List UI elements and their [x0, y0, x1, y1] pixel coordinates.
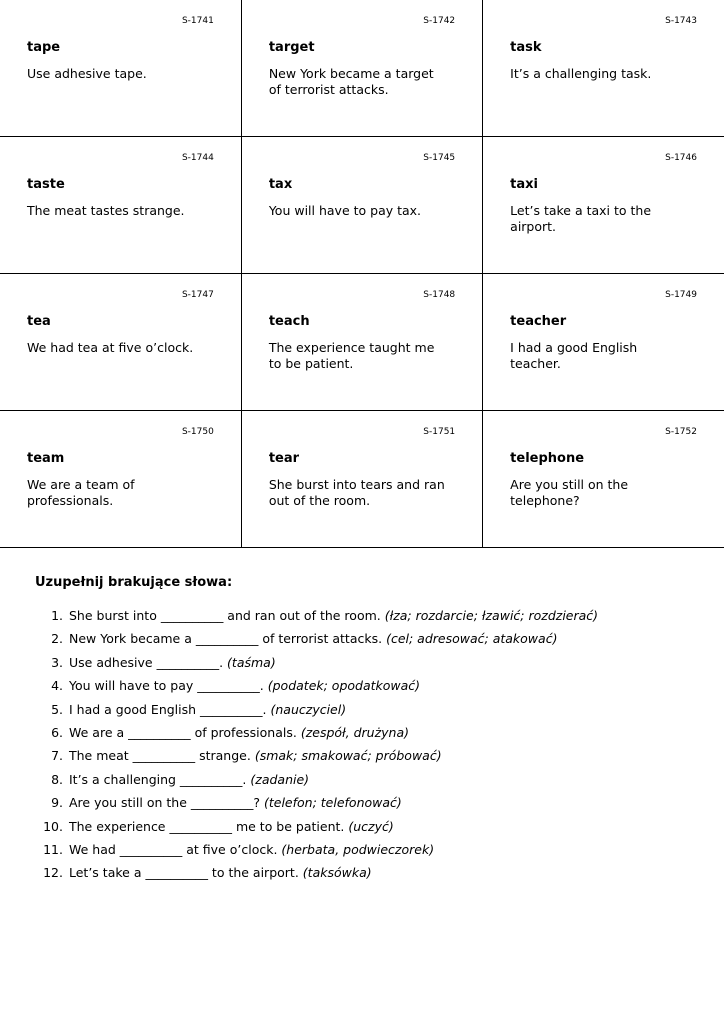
- flashcard: [241, 411, 482, 548]
- card-code: S-1750: [181, 427, 214, 437]
- item-number: 12.: [43, 865, 63, 881]
- card-code: S-1744: [181, 153, 214, 163]
- card-code: S-1743: [665, 16, 697, 26]
- item-text: Let’s take a __________ to the airport.: [69, 865, 299, 881]
- card-sentence: New York became a target of terrorist attacks.: [268, 66, 434, 97]
- item-hint: (smak; smakować; próbować): [254, 748, 442, 764]
- card-row: [0, 137, 724, 274]
- item-hint: (telefon; telefonować): [263, 795, 402, 811]
- item-number: 2.: [51, 631, 63, 647]
- item-text: New York became a __________ of terrorist attacks.: [69, 631, 383, 647]
- card-row: [0, 274, 724, 411]
- exercise-item: [35, 627, 705, 650]
- card-sentence: It’s a challenging task.: [510, 66, 652, 81]
- item-number: 8.: [51, 771, 63, 787]
- item-text: I had a good English __________.: [69, 701, 267, 717]
- flashcard: [0, 274, 241, 411]
- card-sentence: You will have to pay tax.: [268, 203, 422, 218]
- card-sentence: I had a good English teacher.: [510, 340, 638, 371]
- item-hint: (nauczyciel): [270, 701, 347, 717]
- exercise-item: [35, 698, 705, 721]
- exercise-item: [35, 768, 705, 791]
- exercise-item: [35, 721, 705, 744]
- card-sentence: We are a team of professionals.: [27, 477, 135, 508]
- card-word: tear: [268, 451, 300, 466]
- item-text: It’s a challenging __________.: [69, 771, 247, 787]
- card-code: S-1745: [423, 153, 456, 163]
- item-text: Use adhesive __________.: [69, 654, 224, 670]
- exercise-list: [35, 604, 705, 885]
- item-number: 4.: [51, 678, 63, 694]
- card-word: teach: [268, 314, 310, 329]
- item-text: We are a __________ of professionals.: [69, 724, 297, 740]
- item-number: 9.: [51, 795, 63, 811]
- card-code: S-1746: [665, 153, 697, 163]
- card-word: task: [510, 40, 542, 55]
- card-sentence: Let’s take a taxi to the airport.: [510, 203, 652, 234]
- exercise-item: [35, 744, 705, 767]
- card-word: tax: [268, 177, 293, 192]
- card-word: tape: [27, 40, 61, 55]
- item-number: 1.: [51, 608, 63, 623]
- exercise-item: [35, 791, 705, 814]
- item-hint: (łza; rozdarcie; łzawić; rozdzierać): [384, 608, 599, 623]
- card-row: [0, 411, 724, 548]
- flashcard: [483, 274, 724, 411]
- card-word: taste: [27, 177, 65, 192]
- card-code: S-1747: [181, 290, 214, 300]
- card-word: tea: [27, 314, 51, 329]
- card-sentence: We had tea at five o’clock.: [27, 340, 194, 355]
- card-word: taxi: [510, 177, 538, 192]
- item-hint: (podatek; opodatkować): [267, 678, 421, 694]
- item-text: The meat __________ strange.: [69, 748, 251, 764]
- card-code: S-1749: [665, 290, 697, 300]
- item-number: 6.: [51, 724, 63, 740]
- flashcard: [241, 274, 482, 411]
- exercise-section: [35, 575, 705, 885]
- item-hint: (taśma): [227, 654, 276, 670]
- card-word: teacher: [510, 314, 567, 329]
- item-text: She burst into __________ and ran out of the room.: [69, 608, 381, 623]
- item-number: 3.: [51, 654, 63, 670]
- item-hint: (uczyć): [348, 818, 394, 834]
- item-hint: (taksówka): [302, 865, 372, 881]
- exercise-item: [35, 604, 705, 627]
- exercise-item: [35, 674, 705, 697]
- card-code: S-1741: [181, 16, 214, 26]
- card-sentence: Use adhesive tape.: [27, 66, 147, 81]
- card-sentence: She burst into tears and ran out of the room.: [268, 477, 445, 508]
- exercise-item: [35, 861, 705, 884]
- flashcard: [0, 411, 241, 548]
- flashcard: [0, 137, 241, 274]
- card-sentence: The meat tastes strange.: [27, 203, 185, 218]
- card-sentence: The experience taught me to be patient.: [268, 340, 435, 371]
- item-hint: (zespół, drużyna): [300, 724, 410, 740]
- flashcard: [241, 137, 482, 274]
- item-text: We had __________ at five o’clock.: [69, 841, 278, 857]
- card-row: [0, 0, 724, 137]
- item-text: You will have to pay __________.: [69, 678, 264, 694]
- item-text: Are you still on the __________?: [69, 795, 260, 811]
- card-word: target: [268, 40, 315, 55]
- flashcard: [0, 0, 241, 137]
- card-code: S-1742: [423, 16, 456, 26]
- item-number: 11.: [43, 841, 63, 857]
- exercise-item: [35, 815, 705, 838]
- card-sentence: Are you still on the telephone?: [510, 477, 629, 508]
- card-word: team: [27, 451, 65, 466]
- item-hint: (zadanie): [250, 771, 310, 787]
- exercise-item: [35, 651, 705, 674]
- item-hint: (cel; adresować; atakować): [386, 631, 558, 647]
- item-number: 5.: [51, 701, 63, 717]
- exercise-title: Uzupełnij brakujące słowa:: [35, 575, 233, 590]
- card-code: S-1748: [423, 290, 456, 300]
- item-number: 10.: [43, 818, 63, 834]
- flashcard: [483, 0, 724, 137]
- item-number: 7.: [51, 748, 63, 764]
- card-word: telephone: [510, 451, 585, 466]
- flashcard: [483, 411, 724, 548]
- item-hint: (herbata, podwieczorek): [281, 841, 435, 857]
- exercise-item: [35, 838, 705, 861]
- flashcard: [483, 137, 724, 274]
- card-code: S-1751: [423, 427, 456, 437]
- card-code: S-1752: [665, 427, 697, 437]
- item-text: The experience __________ me to be patient.: [69, 818, 345, 834]
- flashcard: [241, 0, 482, 137]
